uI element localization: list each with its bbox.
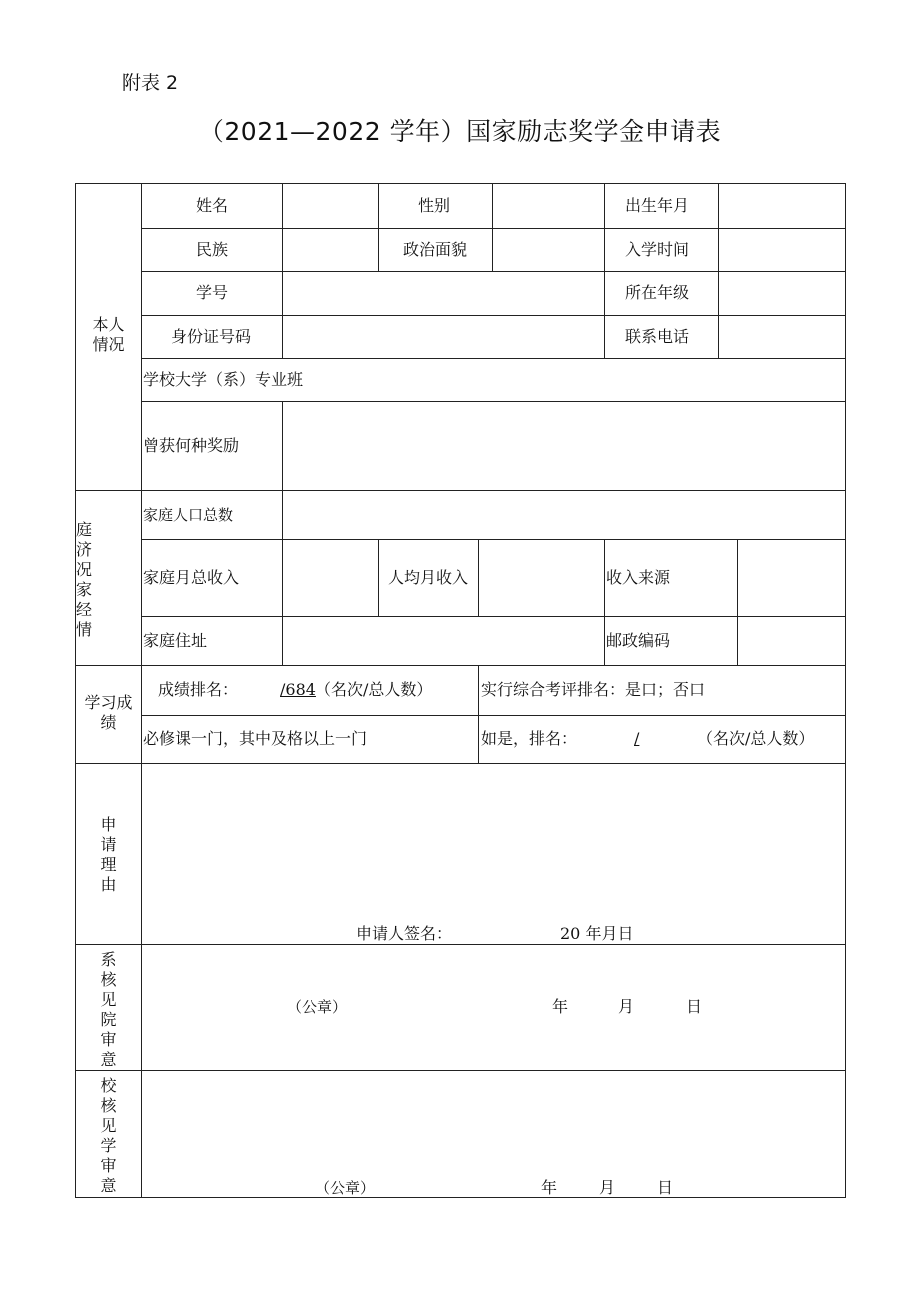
table-rule-vertical — [378, 183, 379, 272]
rank-unit-2: （名次/总人数） — [697, 729, 815, 748]
school-month: 月 — [599, 1178, 616, 1197]
section-label-dept-review: 系 核 见 院 审 意 — [100, 950, 117, 1069]
school-day: 日 — [657, 1178, 674, 1197]
table-rule-horizontal — [141, 315, 846, 316]
table-rule-horizontal — [141, 271, 846, 272]
label-ethnicity: 民族 — [196, 240, 229, 259]
table-rule-vertical — [604, 183, 605, 359]
table-rule-horizontal — [75, 490, 846, 491]
label-required-courses: 必修课一门，其中及格以上一门 — [143, 729, 368, 748]
table-rule-vertical — [737, 539, 738, 666]
rank-unit: （名次/总人数） — [315, 680, 433, 699]
label-phone: 联系电话 — [625, 327, 690, 346]
dept-month: 月 — [618, 997, 635, 1016]
table-rule-horizontal — [75, 944, 846, 945]
table-rule-horizontal — [75, 183, 846, 184]
label-birth: 出生年月 — [625, 196, 690, 215]
table-rule-horizontal — [141, 715, 846, 716]
label-postcode: 邮政编码 — [606, 631, 671, 650]
section-label-school-review: 校 核 见 学 审 意 — [100, 1076, 117, 1195]
table-rule-horizontal — [141, 401, 846, 402]
table-rule-vertical — [478, 539, 479, 617]
label-comprehensive-rank: 实行综合考评排名：是口；否口 — [481, 680, 706, 699]
label-name: 姓名 — [196, 196, 229, 215]
rank-slash: / — [634, 729, 640, 748]
rank-value: /684 — [280, 680, 316, 699]
table-rule-vertical — [282, 401, 283, 491]
table-rule-vertical — [492, 183, 493, 272]
table-rule-vertical — [604, 539, 605, 666]
dept-seal: （公章） — [287, 998, 348, 1016]
table-rule-vertical — [141, 183, 142, 1198]
label-address: 家庭住址 — [143, 631, 208, 650]
label-awards: 曾获何种奖励 — [143, 436, 240, 455]
appendix-label: 附表 2 — [122, 72, 179, 94]
table-rule-horizontal — [141, 539, 846, 540]
table-rule-horizontal — [75, 1070, 846, 1071]
table-rule-horizontal — [141, 358, 846, 359]
label-household-size: 家庭人口总数 — [143, 506, 234, 524]
label-student-id: 学号 — [196, 283, 229, 302]
table-rule-vertical — [718, 183, 719, 359]
form-title: （2021—2022 学年）国家励志奖学金申请表 — [198, 117, 722, 146]
label-monthly-income: 家庭月总收入 — [143, 568, 240, 587]
table-rule-horizontal — [75, 665, 846, 666]
table-rule-vertical — [378, 539, 379, 617]
label-rank: 成绩排名： — [158, 680, 239, 699]
label-if-yes-rank: 如是，排名： — [481, 729, 578, 748]
table-rule-horizontal — [141, 616, 846, 617]
table-rule-vertical — [282, 183, 283, 359]
section-label-study: 学习成 绩 — [84, 693, 133, 732]
dept-year: 年 — [552, 997, 569, 1016]
label-school-line: 学校大学（系）专业班 — [143, 370, 304, 389]
label-political-status: 政治面貌 — [403, 240, 468, 259]
dept-day: 日 — [686, 997, 703, 1016]
table-rule-horizontal — [75, 763, 846, 764]
label-gender: 性别 — [418, 196, 451, 215]
label-grade: 所在年级 — [625, 283, 690, 302]
table-rule-vertical — [478, 665, 479, 764]
label-enroll-time: 入学时间 — [625, 240, 690, 259]
table-rule-vertical — [282, 490, 283, 666]
section-label-family: 庭 济 况 家 经 情 — [76, 520, 93, 639]
school-seal: （公章） — [315, 1179, 376, 1197]
table-rule-horizontal — [141, 228, 846, 229]
table-rule-horizontal — [75, 1197, 846, 1198]
label-income-source: 收入来源 — [606, 568, 671, 587]
section-label-personal: 本人 情况 — [92, 315, 125, 354]
table-rule-vertical — [845, 183, 846, 1198]
signature-date: 20 年月日 — [560, 924, 634, 943]
label-per-capita-income: 人均月收入 — [388, 568, 469, 587]
school-year: 年 — [541, 1178, 558, 1197]
section-label-reason: 申 请 理 由 — [100, 815, 117, 894]
label-signature: 申请人签名： — [356, 924, 453, 943]
label-id-number: 身份证号码 — [171, 327, 252, 346]
